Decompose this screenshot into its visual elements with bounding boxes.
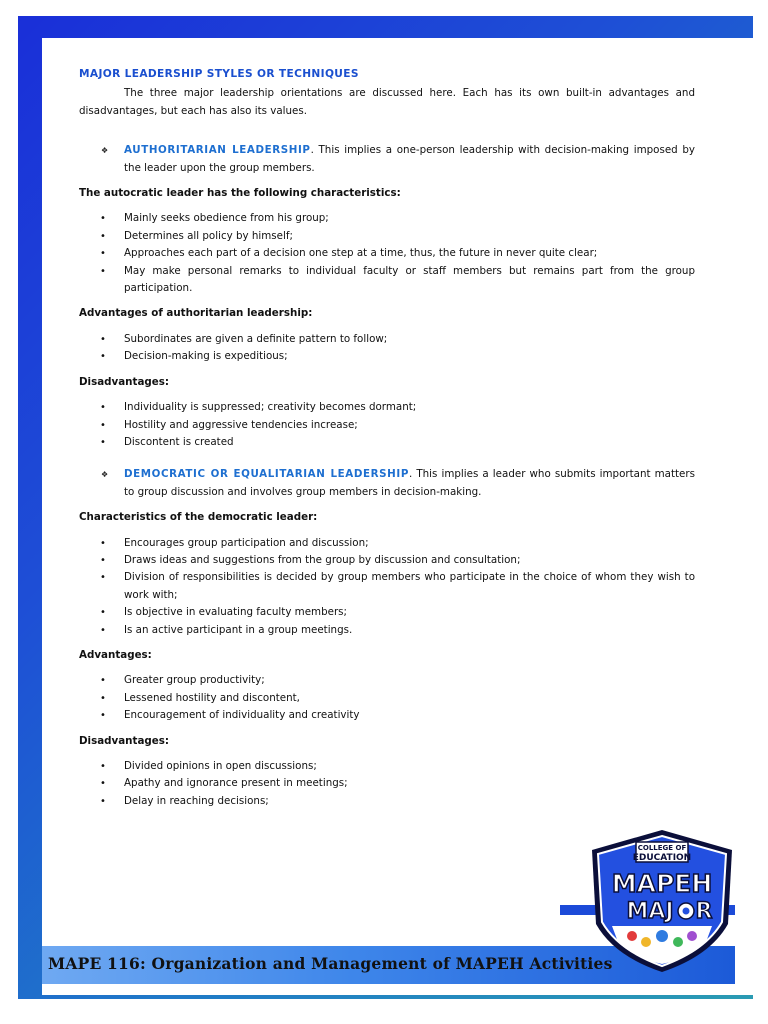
list-item: • Mainly seeks obedience from his group; <box>79 210 695 227</box>
list-item: • Delay in reaching decisions; <box>79 793 695 810</box>
list-item: • Division of responsibilities is decided by group members who participate in the choice of whom they wish to work with; <box>100 571 695 601</box>
democratic-characteristics-heading: Characteristics of the democratic leader: <box>79 511 318 524</box>
bullet-icon: • <box>100 795 106 807</box>
authoritarian-name: AUTHORITARIAN LEADERSHIP <box>124 144 311 157</box>
list-item: • Greater group productivity; <box>79 672 695 689</box>
intro-paragraph: The three major leadership orientations are discussed here. Each has its own built-in advantages and disadvantages, but each has also its values. <box>79 87 695 117</box>
list-item: • Discontent is created <box>79 434 695 451</box>
authoritarian-disadvantages-list <box>79 399 695 451</box>
badge-line2: MAJ <box>626 899 674 924</box>
bullet-icon: • <box>100 761 106 772</box>
document-body <box>79 66 695 810</box>
bullet-icon: • <box>100 778 106 790</box>
bullet-icon: • <box>100 265 106 277</box>
badge-top-text-2: EDUCATION <box>632 853 692 863</box>
bullet-icon: • <box>100 710 106 722</box>
list-item: • Apathy and ignorance present in meetings; <box>79 775 695 792</box>
authoritarian-description: . This implies a one-person leadership with decision-making imposed by the leader upon the group members. <box>124 144 695 174</box>
list-item: • Hostility and aggressive tendencies increase; <box>79 417 695 434</box>
autocratic-characteristics-heading: The autocratic leader has the following characteristics: <box>79 187 401 200</box>
diamond-bullet-icon: ❖ <box>101 146 109 156</box>
authoritarian-advantages-heading: Advantages of authoritarian leadership: <box>79 307 313 320</box>
bullet-icon: • <box>100 351 106 363</box>
bullet-icon: • <box>100 333 106 345</box>
democratic-advantages-heading: Advantages: <box>79 648 152 661</box>
bullet-icon: • <box>100 572 106 584</box>
bullet-icon: • <box>100 675 106 687</box>
list-item: • Individuality is suppressed; creativity becomes dormant; <box>79 399 695 416</box>
mapeh-major-badge-logo <box>590 828 735 974</box>
list-item: • May make personal remarks to individual faculty or staff members but remains part from the group participation. <box>100 264 695 295</box>
authoritarian-advantages-list <box>79 331 695 366</box>
list-item: • Is objective in evaluating faculty members; <box>79 604 695 621</box>
list-item: • Subordinates are given a definite pattern to follow; <box>79 331 695 348</box>
bullet-icon: • <box>100 213 106 225</box>
democratic-advantages-list <box>79 672 695 724</box>
bullet-icon: • <box>100 624 106 636</box>
badge-line1: MAPEH <box>611 869 713 898</box>
list-item: • Draws ideas and suggestions from the group by discussion and consultation; <box>79 552 695 569</box>
democratic-disadvantages-heading: Disadvantages: <box>79 734 169 747</box>
list-item: • Encouragement of individuality and creativity <box>79 707 695 724</box>
authoritarian-item <box>79 142 695 177</box>
list-item: • Encourages group participation and discussion; <box>79 535 695 552</box>
list-item: • Lessened hostility and discontent, <box>79 690 695 707</box>
democratic-characteristics-list <box>79 535 695 639</box>
bullet-icon: • <box>100 607 106 619</box>
course-title: MAPE 116: Organization and Management of MAPEH Activities <box>48 954 613 973</box>
democratic-description: . This implies a leader who submits important matters to group discussion and involves group members in decision-making. <box>124 468 695 498</box>
bullet-icon: • <box>100 436 106 448</box>
badge-line2-end: R <box>695 899 713 924</box>
bullet-icon: • <box>100 537 106 549</box>
list-item: • Decision-making is expeditious; <box>79 348 695 365</box>
diamond-bullet-icon: ❖ <box>101 470 109 480</box>
list-item: • Determines all policy by himself; <box>79 228 695 245</box>
list-item: • Divided opinions in open discussions; <box>79 758 695 775</box>
bullet-icon: • <box>100 419 106 431</box>
democratic-name: DEMOCRATIC OR EQUALITARIAN LEADERSHIP <box>124 468 409 481</box>
authoritarian-disadvantages-heading: Disadvantages: <box>79 375 169 388</box>
democratic-disadvantages-list <box>79 758 695 810</box>
democratic-item <box>79 466 695 501</box>
bullet-icon: • <box>100 248 106 260</box>
section-heading: MAJOR LEADERSHIP STYLES OR TECHNIQUES <box>79 68 359 80</box>
bullet-icon: • <box>100 554 106 566</box>
bullet-icon: • <box>100 230 106 242</box>
bullet-icon: • <box>100 692 106 704</box>
bullet-icon: • <box>100 402 106 414</box>
list-item: • Is an active participant in a group meetings. <box>79 622 695 639</box>
list-item: • Approaches each part of a decision one step at a time, thus, the future in never quite clear; <box>79 245 695 262</box>
autocratic-characteristics-list <box>79 210 695 297</box>
badge-top-text: COLLEGE OF <box>637 844 687 852</box>
